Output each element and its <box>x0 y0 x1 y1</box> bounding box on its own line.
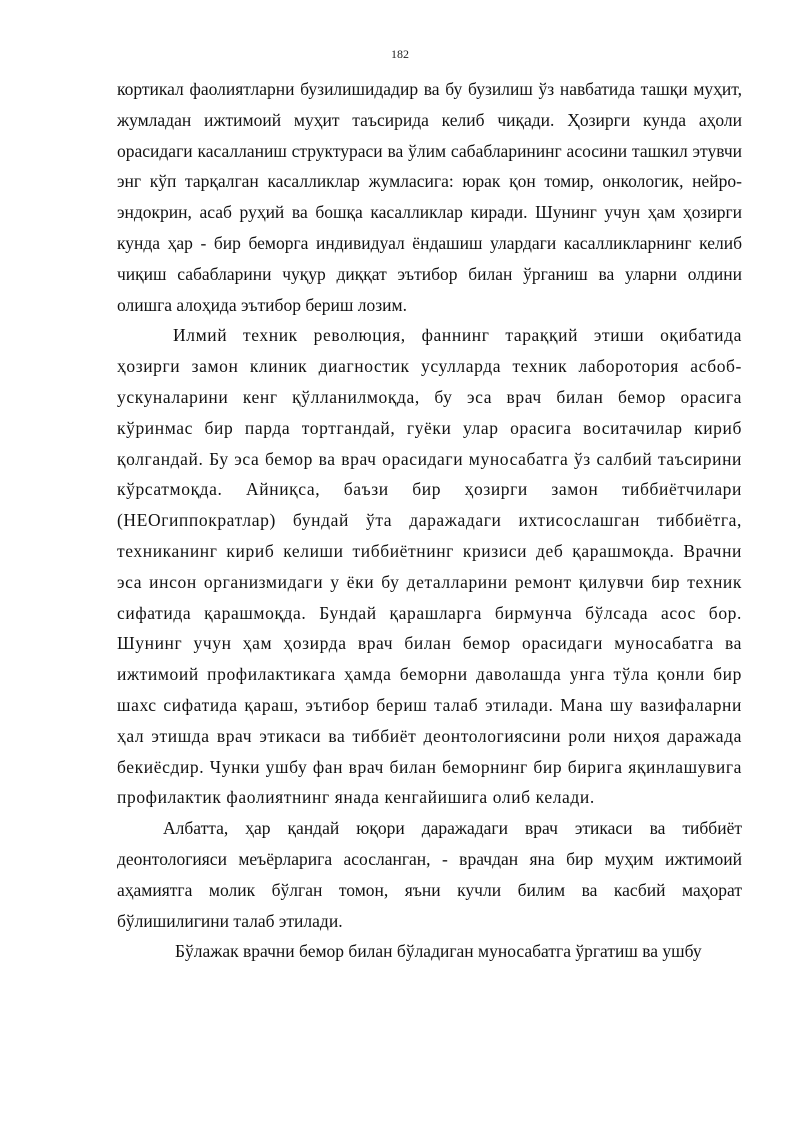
body-text <box>117 74 742 967</box>
paragraph-1: кортикал фаолиятларни бузилишидадир ва бу бузилиш ўз навбатида ташқи муҳит, жумладан ижтимоий муҳит таъсирида келиб чиқади. Ҳозирги кунда аҳоли орасидаги касалланиш структураси ва ўлим сабабларининг асосини ташкил этувчи энг кўп тарқалган касалликлар жумласига: юрак қон томир, онкологик, нейро-эндокрин, асаб руҳий ва бошқа касалликлар киради. Шунинг учун ҳам ҳозирги кунда ҳар - бир беморга индивидуал ёндашиш улардаги касалликларнинг келиб чиқиш сабабларини чуқур диққат эътибор билан ўрганиш ва уларни олдини олишга алоҳида эътибор бериш лозим. <box>117 79 742 315</box>
paragraph-3: Албатта, ҳар қандай юқори даражадаги врач этикаси ва тиббиёт деонтологияси меъёрларига асосланган, - врачдан яна бир муҳим ижтимоий аҳамиятга молик бўлган томон, яъни кучли билим ва касбий маҳорат бўлишилигини талаб этилади. <box>117 818 742 931</box>
paragraph-4: Бўлажак врачни бемор билан бўладиган муносабатга ўргатиш ва ушбу <box>175 941 702 962</box>
paragraph-2: Илмий техник революция, фаннинг тараққий этиши оқибатида ҳозирги замон клиник диагностик усулларда техник лаборотория асбоб-ускуналарини кенг қўлланилмоқда, бу эса врач билан бемор орасига кўринмас бир парда тортгандай, гуёки улар орасига воситачилар кириб қолгандай. Бу эса бемор ва врач орасидаги муносабатга ўз салбий таъсирини кўрсатмоқда. Айниқса, баъзи бир ҳозирги замон тиббиётчилари (НЕОгиппократлар) бундай ўта даражадаги ихтисослашган тиббиётга, техниканинг кириб келиши тиббиётнинг кризиси деб қарашмоқда. Врачни эса инсон организмидаги у ёки бу деталларини ремонт қилувчи бир техник сифатида қарашмоқда. Бундай қарашларга бирмунча бўлсада асос бор. Шунинг учун ҳам ҳозирда врач билан бемор орасидаги муносабатга ва ижтимоий профилактикага ҳамда беморни даволашда унга тўла қонли бир шахс сифатида қараш, эътибор бериш талаб этилади. Мана шу вазифаларни ҳал этишда врач этикаси ва тиббиёт деонтологиясини роли ниҳоя даражада бекиёсдир. Чунки ушбу фан врач билан беморнинг бир бирига яқинлашувига профилактик фаолиятнинг янада кенгайишига олиб келади. <box>117 325 742 808</box>
page-number: 182 <box>391 47 409 61</box>
